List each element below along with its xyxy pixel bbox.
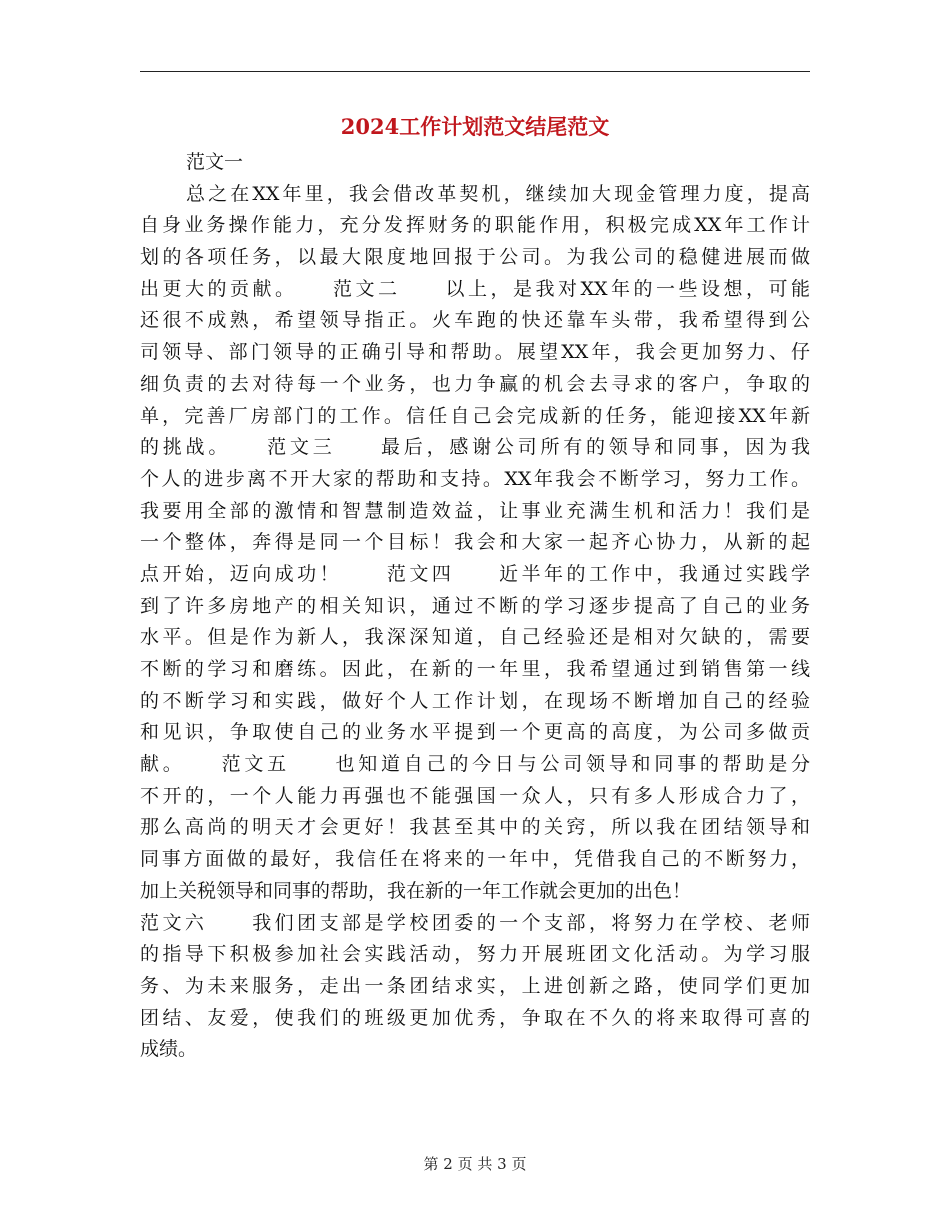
body-line: 司领导、部门领导的正确引导和帮助。展望XX年，我会更加努力、仔	[140, 341, 810, 364]
body-line: 个人的进步离不开大家的帮助和支持。XX年我会不断学习，努力工作。	[140, 467, 810, 490]
body-line: 范文一	[186, 151, 244, 173]
body-line: 的指导下积极参加社会实践活动，努力开展班团文化活动。为学习服	[140, 943, 810, 966]
body-line: 我要用全部的激情和智慧制造效益，让事业充满生机和活力！我们是	[140, 499, 810, 522]
body-line: 不开的，一个人能力再强也不能强国一众人，只有多人形成合力了，	[140, 784, 810, 807]
header-rule	[140, 71, 810, 72]
body-line: 的不断学习和实践，做好个人工作计划，在现场不断增加自己的经验	[140, 689, 810, 712]
body-line: 成绩。	[140, 1038, 198, 1061]
body-line: 那么高尚的明天才会更好！我甚至其中的关窍，所以我在团结领导和	[140, 816, 810, 839]
page-number: 第 2 页 共 3 页	[423, 1155, 527, 1173]
body-line: 单，完善厂房部门的工作。信任自己会完成新的任务，能迎接XX年新	[140, 404, 810, 427]
body-line: 出更大的贡献。 范文二 以上，是我对XX年的一些设想，可能	[140, 277, 810, 300]
body-line: 到了许多房地产的相关知识，通过不断的学习逐步提高了自己的业务	[140, 594, 810, 617]
body-line: 加上关税领导和同事的帮助，我在新的一年工作就会更加的出色！	[140, 879, 692, 902]
body-line: 点开始，迈向成功！ 范文四 近半年的工作中，我通过实践学	[140, 562, 810, 585]
document-body	[140, 147, 810, 1066]
body-line: 范文六 我们团支部是学校团委的一个支部，将努力在学校、老师	[140, 911, 810, 934]
body-line: 团结、友爱，使我们的班级更加优秀，争取在不久的将来取得可喜的	[140, 1006, 810, 1029]
body-line: 一个整体，奔得是同一个目标！我会和大家一起齐心协力，从新的起	[140, 531, 810, 554]
body-line: 务、为未来服务，走出一条团结求实，上进创新之路，使同学们更加	[140, 974, 810, 997]
body-line: 和见识，争取使自己的业务水平提到一个更高的高度，为公司多做贡	[140, 721, 810, 744]
body-line: 细负责的去对待每一个业务，也力争赢的机会去寻求的客户，争取的	[140, 372, 810, 395]
body-line: 不断的学习和磨练。因此，在新的一年里，我希望通过到销售第一线	[140, 658, 810, 680]
body-line: 划的各项任务，以最大限度地回报于公司。为我公司的稳健进展而做	[140, 246, 810, 269]
body-line: 自身业务操作能力，充分发挥财务的职能作用，积极完成XX年工作计	[140, 214, 810, 237]
body-line: 献。 范文五 也知道自己的今日与公司领导和同事的帮助是分	[140, 753, 810, 776]
body-line: 同事方面做的最好，我信任在将来的一年中，凭借我自己的不断努力，	[140, 848, 810, 871]
body-line: 水平。但是作为新人，我深深知道，自己经验还是相对欠缺的，需要	[140, 626, 810, 649]
body-line: 总之在XX年里，我会借改革契机，继续加大现金管理力度，提高	[186, 182, 810, 205]
body-line: 的挑战。 范文三 最后，感谢公司所有的领导和同事，因为我	[140, 436, 810, 459]
body-line: 还很不成熟，希望领导指正。火车跑的快还靠车头带，我希望得到公	[140, 309, 810, 332]
document-title: 2024工作计划范文结尾范文	[340, 114, 610, 139]
